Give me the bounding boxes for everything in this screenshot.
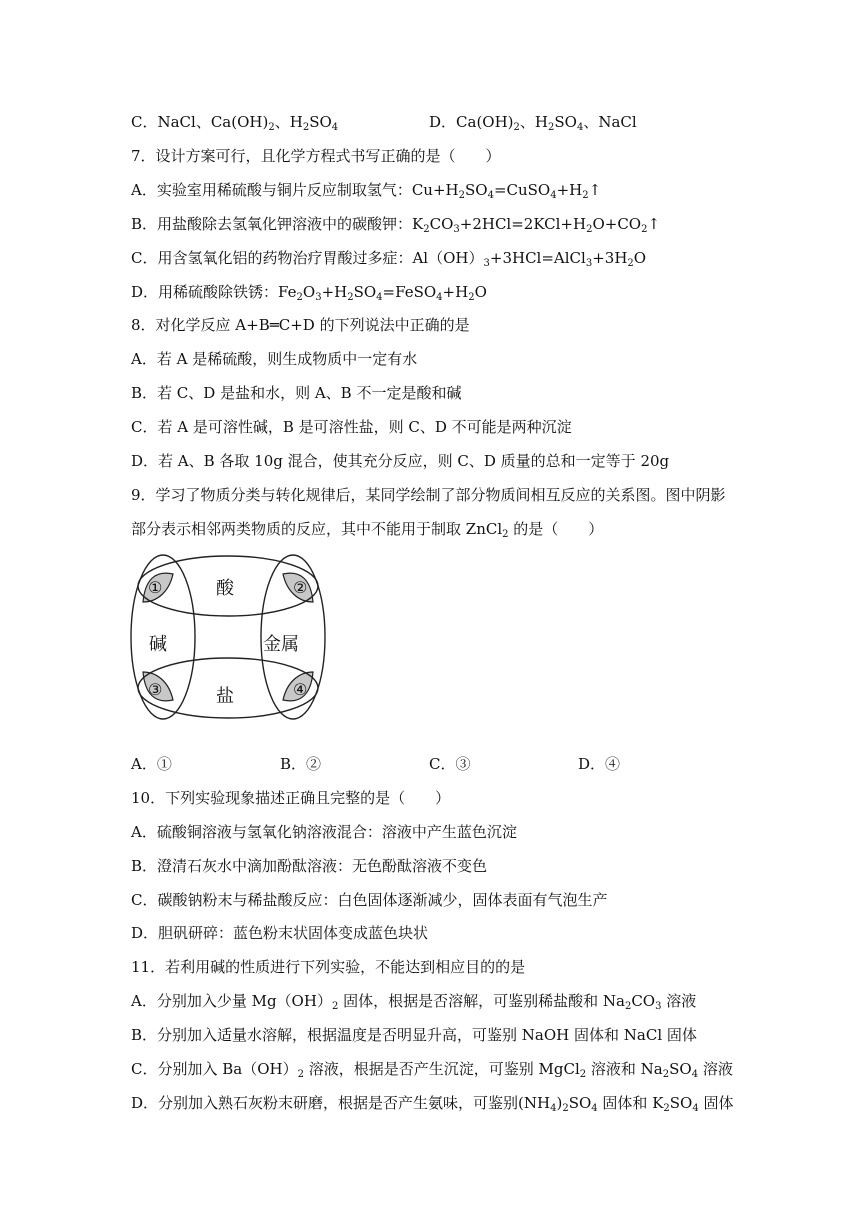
label-base: 碱 (149, 634, 167, 655)
marker-2: ② (293, 578, 308, 597)
q8-option-d: D．若 A、B 各取 10g 混合，使其充分反应，则 C、D 质量的总和一定等于 20g (131, 452, 670, 470)
label-metal: 金属 (263, 634, 299, 655)
q11-option-a: A．分别加入少量 $Mg(OH)_2$ 固体，根据是否溶解，可鉴别稀盐酸和 $Na_2CO_3$ 溶液 (131, 992, 697, 1012)
q8-option-b: B．若 C、D 是盐和水，则 A、B 不一定是酸和碱 (131, 384, 462, 402)
reaction-relationship-diagram (129, 552, 327, 722)
q7-option-b: B．用盐酸除去氢氧化钾溶液中的碳酸钾：$K_2CO_3+2HCl=2KCl+H_2O+CO_2↑$ (131, 215, 661, 235)
q11-option-c: C．分别加入 $Ba(OH)_2$ 溶液，根据是否产生沉淀，可鉴别 MgCl$_2$ 溶液和 $Na_2SO_4$ 溶液 (131, 1060, 733, 1080)
q10-option-a: A．硫酸铜溶液与氢氧化钠溶液混合：溶液中产生蓝色沉淀 (131, 823, 517, 841)
q7-stem: 7．设计方案可行，且化学方程式书写正确的是（ ） (131, 147, 501, 165)
q9-options (131, 754, 751, 774)
marker-4: ④ (293, 680, 308, 699)
q6-options (131, 112, 751, 132)
q11-option-b: B．分别加入适量水溶解，根据温度是否明显升高，可鉴别 NaOH 固体和 NaCl 固体 (131, 1026, 697, 1044)
q8-stem: 8．对化学反应 A+B═C+D 的下列说法中正确的是 (131, 316, 470, 334)
q9-option-c: C．③ (429, 755, 471, 773)
q7-option-c: C．用含氢氧化铝的药物治疗胃酸过多症：$Al(OH)_3+3HCl=AlCl_3+3H_2O$ (131, 249, 647, 269)
q8-option-c: C．若 A 是可溶性碱，B 是可溶性盐，则 C、D 不可能是两种沉淀 (131, 418, 572, 436)
q7-option-a: A．实验室用稀硫酸与铜片反应制取氢气：$Cu+H_2SO_4=CuSO_4+H_2↑$ (131, 181, 602, 201)
q11-stem: 11．若利用碱的性质进行下列实验，不能达到相应目的的是 (131, 958, 526, 976)
q10-option-b: B．澄清石灰水中滴加酚酞溶液：无色酚酞溶液不变色 (131, 857, 488, 875)
marker-1: ① (148, 578, 163, 597)
q10-option-c: C．碳酸钠粉末与稀盐酸反应：白色固体逐渐减少，固体表面有气泡生产 (131, 891, 608, 909)
q8-option-a: A．若 A 是稀硫酸，则生成物质中一定有水 (131, 350, 418, 368)
q10-stem: 10．下列实验现象描述正确且完整的是（ ） (131, 789, 451, 807)
q6-d-text: $Ca(OH)_2$、$H_2SO_4$、NaCl (456, 113, 637, 133)
q9-option-a: A．① (131, 755, 172, 773)
label-acid: 酸 (216, 578, 234, 599)
q9-stem-line1: 9．学习了物质分类与转化规律后，某同学绘制了部分物质间相互反应的关系图。图中阴影 (131, 486, 726, 504)
label-salt: 盐 (216, 686, 234, 707)
marker-3: ③ (148, 680, 163, 699)
q9-stem-line2: 部分表示相邻两类物质的反应，其中不能用于制取 ZnCl$_2$ 的是（ ） (131, 520, 604, 540)
q6-option-d: D．$Ca(OH)_2$、$H_2SO_4$、NaCl (429, 113, 637, 133)
q7-option-d: D．用稀硫酸除铁锈：$Fe_2O_3+H_2SO_4=FeSO_4+H_2O$ (131, 283, 487, 303)
q9-option-d: D．④ (578, 755, 621, 773)
q10-option-d: D．胆矾研碎：蓝色粉末状固体变成蓝色块状 (131, 924, 429, 942)
q6-c-text: NaCl、$Ca(OH)_2$、$H_2SO_4$ (157, 113, 339, 133)
q6-option-c: C．NaCl、$Ca(OH)_2$、$H_2SO_4$ (131, 113, 339, 133)
q9-option-b: B．② (280, 755, 322, 773)
q11-option-d: D．分别加入熟石灰粉末研磨，根据是否产生氨味，可鉴别$(NH_4)_2SO_4$ 固体和 $K_2SO_4$ 固体 (131, 1094, 734, 1114)
